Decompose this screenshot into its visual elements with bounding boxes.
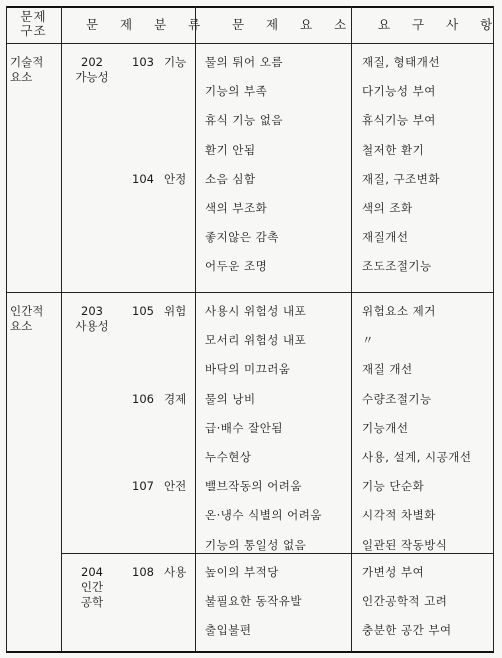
requirement: 기능개선 <box>362 420 409 435</box>
problem-element: 모서리 위험성 내포 <box>205 333 307 348</box>
structure-label: 인간적 요소 <box>10 304 44 333</box>
requirement: 가변성 부여 <box>362 565 425 579</box>
subcategory-code: 104 <box>132 171 154 186</box>
problem-element: 기능의 통일성 없음 <box>205 537 307 552</box>
requirement: 휴식기능 부여 <box>362 113 436 128</box>
subcategory-name: 안정 <box>164 171 187 186</box>
requirement: 〃 <box>362 333 374 348</box>
structure-label: 기술적 요소 <box>10 55 44 84</box>
problem-element: 누수현상 <box>205 450 252 464</box>
subcategory-code: 106 <box>132 391 154 406</box>
problem-element: 온·냉수 식별의 어려움 <box>205 508 322 523</box>
requirement: 조도조절기능 <box>362 259 432 274</box>
requirement: 재질, 구조변화 <box>362 171 440 186</box>
requirement: 인간공학적 고려 <box>362 594 448 609</box>
problem-element: 소음 심함 <box>205 171 256 186</box>
problem-element: 바닥의 미끄러움 <box>205 362 291 377</box>
subcategory-name: 안전 <box>164 479 187 494</box>
problem-element: 높이의 부적당 <box>205 565 279 579</box>
group-divider-2 <box>61 553 494 554</box>
problem-element: 급·배수 잘안됨 <box>205 420 283 435</box>
requirement: 수량조절기능 <box>362 391 432 406</box>
problem-element: 색의 부조화 <box>205 201 268 215</box>
problem-element: 사용시 위험성 내포 <box>205 304 307 318</box>
requirement: 사용, 설계, 시공개선 <box>362 450 472 464</box>
subcategory-name: 경제 <box>164 391 187 406</box>
subcategory-code: 108 <box>132 565 154 579</box>
requirement: 시각적 차별화 <box>362 508 436 523</box>
header-classification: 문 제 분 류 <box>86 17 210 32</box>
requirement: 위험요소 제거 <box>362 304 436 318</box>
table-top-border <box>6 6 494 8</box>
header-elements: 문 제 요 소 <box>232 17 356 32</box>
problem-table <box>6 6 502 652</box>
subcategory-code: 107 <box>132 479 154 494</box>
problem-element: 좋지않은 감촉 <box>205 230 279 245</box>
category-label: 203 사용성 <box>75 304 109 333</box>
table-left-border <box>6 6 7 652</box>
requirement: 기능 단순화 <box>362 479 425 494</box>
problem-element: 출입불편 <box>205 623 252 638</box>
header-bottom-border <box>6 43 494 44</box>
col-divider-2 <box>195 6 196 652</box>
subcategory-name: 위험 <box>164 304 187 318</box>
problem-element: 기능의 부족 <box>205 84 268 99</box>
subcategory-name: 사용 <box>164 565 187 579</box>
requirement: 다기능성 부여 <box>362 84 436 99</box>
requirement: 색의 조화 <box>362 201 413 215</box>
subcategory-code: 105 <box>132 304 154 318</box>
table-bottom-border <box>6 651 494 653</box>
requirement: 충분한 공간 부여 <box>362 623 452 638</box>
requirement: 재질 개선 <box>362 362 413 377</box>
requirement: 재질개선 <box>362 230 409 245</box>
category-label: 204 인간 공학 <box>80 565 104 609</box>
problem-element: 불필요한 동작유발 <box>205 594 303 609</box>
problem-element: 물의 낭비 <box>205 391 256 406</box>
requirement: 재질, 형태개선 <box>362 55 440 69</box>
problem-element: 물의 튀어 오름 <box>205 55 283 69</box>
problem-element: 밸브작동의 어려움 <box>205 479 303 494</box>
requirement: 일관된 작동방식 <box>362 537 448 552</box>
problem-element: 어두운 조명 <box>205 259 268 274</box>
problem-element: 환기 안됨 <box>205 142 256 157</box>
group-divider-1 <box>6 292 494 293</box>
category-label: 202 가능성 <box>75 55 109 84</box>
subcategory-name: 기능 <box>164 55 187 69</box>
subcategory-code: 103 <box>132 55 154 69</box>
problem-element: 휴식 기능 없음 <box>205 113 283 128</box>
requirement: 철저한 환기 <box>362 142 425 157</box>
table-right-border <box>493 6 494 652</box>
header-requirements: 요 구 사 항 <box>378 17 502 32</box>
header-structure: 문제 구조 <box>20 9 47 38</box>
col-divider-3 <box>351 6 352 652</box>
